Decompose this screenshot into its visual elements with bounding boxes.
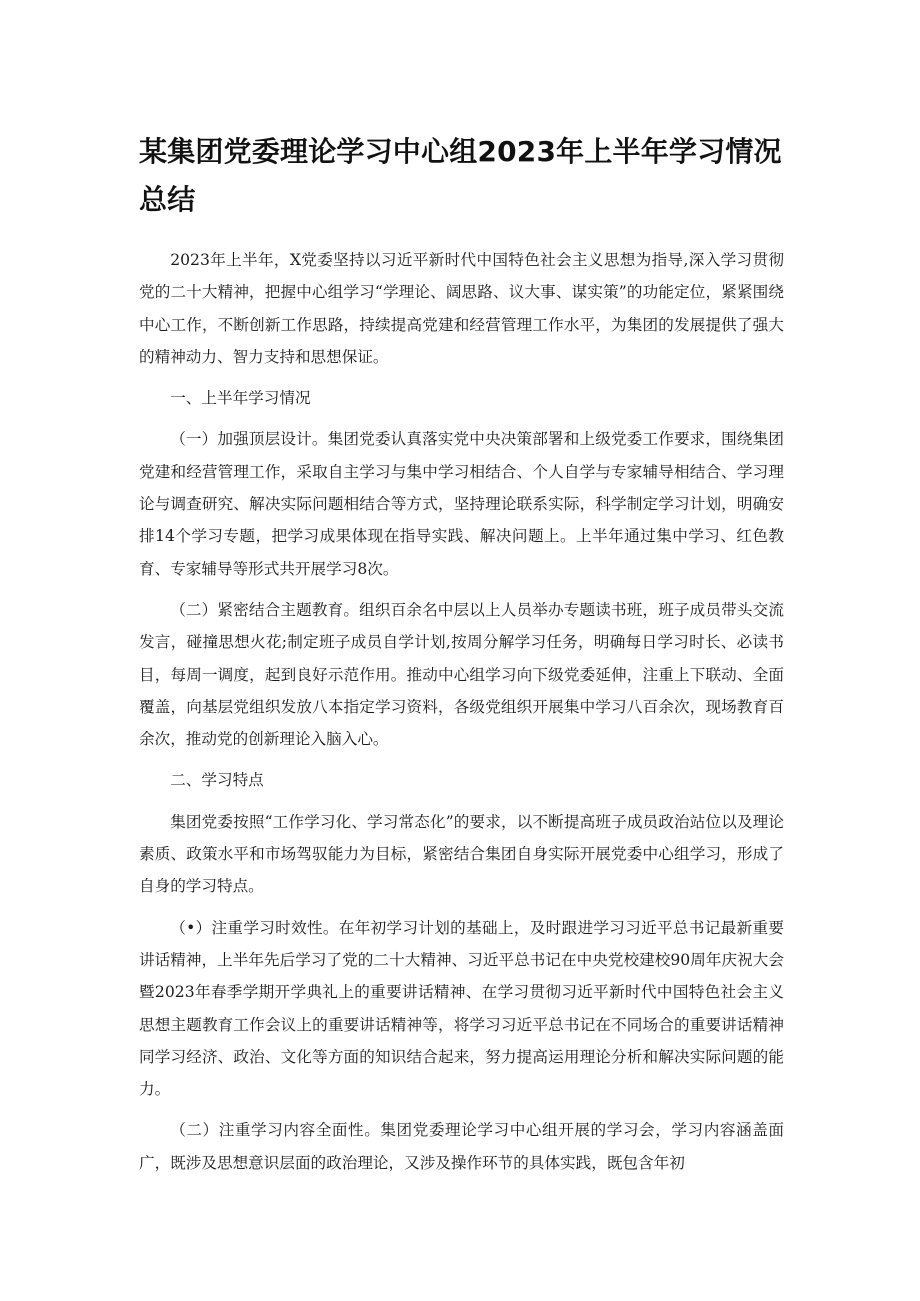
section2-paragraph-2: （二）注重学习内容全面性。集团党委理论学习中心组开展的学习会，学习内容涵盖面广，既涉及思想意识层面的政治理论，又涉及操作环节的具体实践，既包含年初 — [139, 1121, 784, 1172]
section1-paragraph-2: （二）紧密结合主题教育。组织百余名中层以上人员举办专题读书班，班子成员带头交流发言，碰撞思想火花;制定班子成员自学计划,按周分解学习任务，明确每日学习时长、必读书目，每周一调度，起到良好示范作用。推动中心组学习向下级党委延伸，注重上下联动、全面覆盖，向基层党组织发放八本指定学习资料，各级党组织开展集中学习八百余次，现场教育百余次，推动党的创新理论入脑入心。 — [139, 600, 784, 749]
section-heading-2: 二、学习特点 — [170, 771, 264, 790]
section2-intro-paragraph: 集团党委按照“工作学习化、学习常态化”的要求，以不断提高班子成员政治站位以及理论素质、政策水平和市场驾驭能力为目标，紧密结合集团自身实际开展党委中心组学习，形成了自身的学习特点。 — [139, 812, 784, 896]
section1-paragraph-1: （一）加强顶层设计。集团党委认真落实党中央决策部署和上级党委工作要求，围绕集团党建和经营管理工作，采取自主学习与集中学习相结合、个人自学与专家辅导相结合、学习理论与调查研究、解决实际问题相结合等方式，坚持理论联系实际，科学制定学习计划，明确安排14个学习专题，把学习成果体现在指导实践、解决问题上。上半年通过集中学习、红色教育、专家辅导等形式共开展学习8次。 — [139, 430, 784, 578]
intro-paragraph: 2023年上半年，X党委坚持以习近平新时代中国特色社会主义思想为指导,深入学习贯彻党的二十大精神，把握中心组学习“学理论、阔思路、议大事、谋实策”的功能定位，紧紧围绕中心工作，不断创新工作思路，持续提高党建和经营管理工作水平，为集团的发展提供了强大的精神动力、智力支持和思想保证。 — [139, 251, 784, 366]
document-title: 某集团党委理论学习中心组2023年上半年学习情况总结 — [139, 135, 782, 216]
section2-paragraph-1: （•）注重学习时效性。在年初学习计划的基础上，及时跟进学习习近平总书记最新重要讲话精神，上半年先后学习了党的二十大精神、习近平总书记在中央党校建校90周年庆祝大会暨2023年春季学期开学典礼上的重要讲话精神、在学习贯彻习近平新时代中国特色社会主义思想主题教育工作会议上的重要讲话精神等，将学习习近平总书记在不同场合的重要讲话精神同学习经济、政治、文化等方面的知识结合起来，努力提高运用理论分析和解决实际问题的能力。 — [139, 918, 784, 1099]
document-page — [139, 128, 784, 1188]
section-heading-1: 一、上半年学习情况 — [170, 389, 311, 408]
